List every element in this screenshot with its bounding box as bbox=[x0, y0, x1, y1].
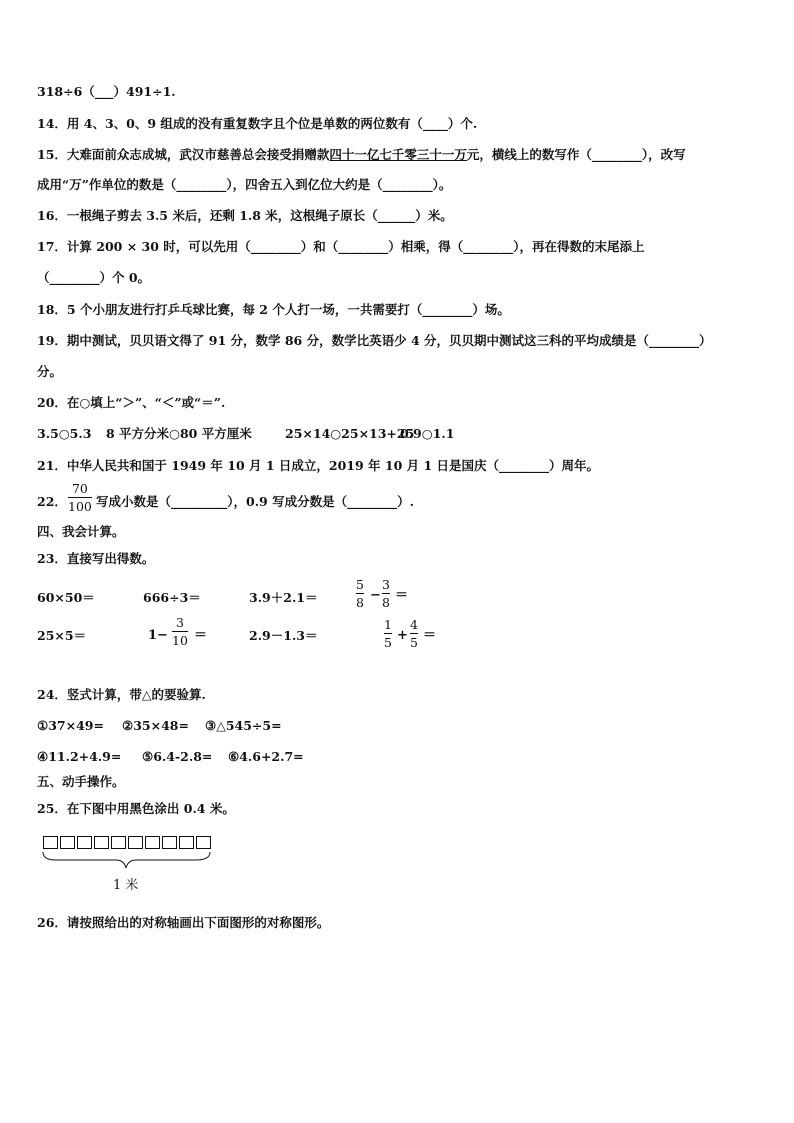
q24-item-6: ⑥4.6+2.7= bbox=[228, 749, 304, 764]
q23-eq-2: ＝ bbox=[194, 628, 208, 643]
q15-post: 元，横线上的数写作（________），改写 bbox=[466, 147, 686, 162]
q23-frac-a-den: 8 bbox=[356, 595, 364, 610]
question-19-line2: 分。 bbox=[37, 364, 63, 379]
q23-frac-d bbox=[384, 618, 392, 650]
q23-frac-e-num: 4 bbox=[410, 617, 418, 632]
section-4-heading: 四、我会计算。 bbox=[37, 524, 125, 539]
q22-frac-numerator: 70 bbox=[71, 481, 88, 496]
q20-item-2: 8 平方分米○80 平方厘米 bbox=[106, 426, 252, 441]
q23-one-minus: 1− bbox=[148, 628, 168, 643]
question-24-title: 24．竖式计算，带△的要验算. bbox=[37, 687, 206, 702]
q23-item-2: 666÷3＝ bbox=[143, 590, 201, 605]
meter-cell[interactable] bbox=[77, 836, 92, 849]
meter-cell[interactable] bbox=[179, 836, 194, 849]
meter-cell[interactable] bbox=[128, 836, 143, 849]
meter-cell[interactable] bbox=[196, 836, 211, 849]
meter-cell[interactable] bbox=[94, 836, 109, 849]
q24-item-5: ⑤6.4-2.8= bbox=[142, 749, 213, 764]
q23-frac-b bbox=[382, 578, 390, 610]
question-14: 14．用 4、3、0、9 组成的没有重复数字且个位是单数的两位数有（____）个. bbox=[37, 116, 478, 131]
question-20-title: 20．在○填上“＞”、“＜”或“＝”. bbox=[37, 395, 226, 410]
q23-plus: + bbox=[397, 628, 408, 643]
q23-item-1: 60×50＝ bbox=[37, 590, 95, 605]
q23-minus: − bbox=[370, 588, 381, 603]
q24-item-3: ③△545÷5= bbox=[205, 718, 282, 733]
q13-tail: 318÷6（___）491÷1. bbox=[37, 84, 176, 99]
q24-item-4: ④11.2+4.9= bbox=[37, 749, 122, 764]
q23-item-5: 25×5＝ bbox=[37, 628, 87, 643]
question-17-line1: 17．计算 200 × 30 时，可以先用（________）和（________）相乘，得（________），再在得数的末尾添上 bbox=[37, 239, 645, 254]
meter-cell[interactable] bbox=[111, 836, 126, 849]
q23-frac-a-num: 5 bbox=[356, 577, 364, 592]
q22-frac-denominator: 100 bbox=[68, 499, 92, 514]
q23-frac-d-den: 5 bbox=[384, 635, 392, 650]
q23-item-7: 2.9－1.3＝ bbox=[249, 628, 318, 643]
question-16: 16．一根绳子剪去 3.5 米后，还剩 1.8 米，这根绳子原长（______）米。 bbox=[37, 208, 453, 223]
q23-frac-b-num: 3 bbox=[382, 577, 390, 592]
q23-frac-a bbox=[356, 578, 364, 610]
meter-cell[interactable] bbox=[60, 836, 75, 849]
question-15-line2: 成用“万”作单位的数是（________），四舍五入到亿位大约是（________）。 bbox=[37, 177, 452, 192]
q23-frac-c-den: 10 bbox=[172, 633, 188, 648]
q24-item-2: ②35×48= bbox=[122, 718, 189, 733]
q22-rest: 写成小数是（_________），0.9 写成分数是（________）. bbox=[96, 494, 414, 509]
meter-label: 1 米 bbox=[113, 878, 139, 893]
q23-frac-e bbox=[410, 618, 418, 650]
question-21: 21．中华人民共和国于 1949 年 10 月 1 日成立，2019 年 10 月 1 日是国庆（________）周年。 bbox=[37, 458, 600, 473]
q20-item-1: 3.5○5.3 bbox=[37, 426, 92, 441]
q23-eq-1: ＝ bbox=[395, 588, 409, 603]
meter-cell[interactable] bbox=[145, 836, 160, 849]
meter-cell[interactable] bbox=[162, 836, 177, 849]
q23-frac-c-num: 3 bbox=[175, 615, 184, 630]
q23-item-3: 3.9＋2.1＝ bbox=[249, 590, 318, 605]
question-26: 26．请按照给出的对称轴画出下面图形的对称图形。 bbox=[37, 915, 330, 930]
q15-underlined-amount: 四十一亿七千零三十一万 bbox=[329, 147, 467, 162]
q20-item-3: 25×14○25×13+25 bbox=[285, 426, 415, 441]
brace-shape bbox=[40, 850, 220, 880]
question-23-title: 23．直接写出得数。 bbox=[37, 551, 155, 566]
q22-fraction bbox=[68, 482, 92, 514]
question-18: 18．5 个小朋友进行打乒乓球比赛，每 2 个人打一场，一共需要打（________）场。 bbox=[37, 302, 510, 317]
q22-number: 22． bbox=[37, 494, 67, 509]
q23-eq-3: ＝ bbox=[423, 628, 437, 643]
q15-pre: 15．大难面前众志成城，武汉市慈善总会接受捐赠款 bbox=[37, 147, 330, 162]
section-5-heading: 五、动手操作。 bbox=[37, 774, 125, 789]
meter-cell[interactable] bbox=[43, 836, 58, 849]
q23-frac-b-den: 8 bbox=[382, 595, 390, 610]
question-17-line2: （________）个 0。 bbox=[37, 270, 151, 285]
q20-item-4: 0.9○1.1 bbox=[400, 426, 455, 441]
q23-frac-c bbox=[172, 616, 188, 648]
question-25-title: 25．在下图中用黑色涂出 0.4 米。 bbox=[37, 801, 235, 816]
q24-item-1: ①37×49= bbox=[37, 718, 104, 733]
question-19-line1: 19．期中测试，贝贝语文得了 91 分，数学 86 分，数学比英语少 4 分，贝贝期中测试这三科的平均成绩是（________） bbox=[37, 333, 712, 348]
q23-frac-e-den: 5 bbox=[410, 635, 418, 650]
q23-frac-d-num: 1 bbox=[384, 617, 392, 632]
question-15-line1 bbox=[37, 147, 686, 163]
